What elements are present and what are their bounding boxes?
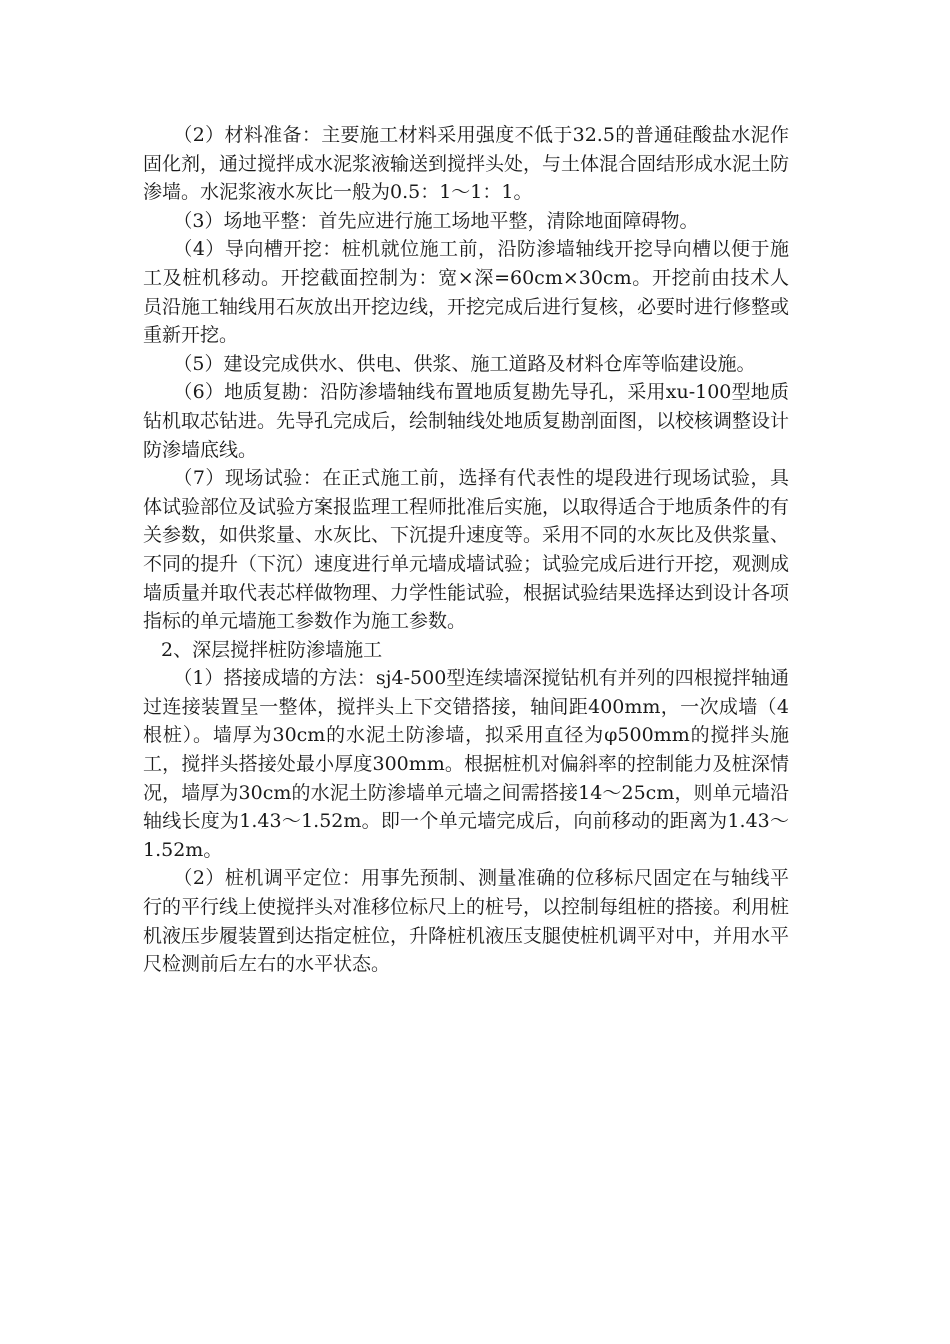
paragraph-pile-leveling: （2）桩机调平定位：用事先预制、测量准确的位移标尺固定在与轴线平行的平行线上使搅拌头对准移位标尺上的桩号，以控制每组桩的搭接。利用桩机液压步履装置到达指定桩位，升降桩机液压支腿使桩机调平对中，并用水平尺检测前后左右的水平状态。	[143, 867, 790, 976]
document-body	[143, 121, 789, 979]
paragraph-geological-survey: （6）地质复勘：沿防渗墙轴线布置地质复勘先导孔，采用xu-100型地质钻机取芯钻进。先导孔完成后，绘制轴线处地质复勘剖面图，以校核调整设计防渗墙底线。	[143, 381, 790, 461]
paragraph-guide-trench: （4）导向槽开挖：桩机就位施工前，沿防渗墙轴线开挖导向槽以便于施工及桩机移动。开挖截面控制为：宽×深=60cm×30cm。开挖前由技术人员沿施工轴线用石灰放出开挖边线，开挖完成后进行复核，必要时进行修整或重新开挖。	[143, 238, 790, 347]
paragraph-temporary-facilities: （5）建设完成供水、供电、供浆、施工道路及材料仓库等临建设施。	[173, 352, 756, 375]
paragraph-site-leveling: （3）场地平整：首先应进行施工场地平整，清除地面障碍物。	[173, 209, 699, 232]
section-heading: 2、深层搅拌桩防渗墙施工	[161, 638, 383, 661]
paragraph-field-test: （7）现场试验：在正式施工前，选择有代表性的堤段进行现场试验，具体试验部位及试验方案报监理工程师批准后实施，以取得适合于地质条件的有关参数，如供浆量、水灰比、下沉提升速度等。采用不同的水灰比及供浆量、不同的提升（下沉）速度进行单元墙成墙试验；试验完成后进行开挖，观测成墙质量并取代表芯样做物理、力学性能试验，根据试验结果选择达到设计各项指标的单元墙施工参数作为施工参数。	[143, 467, 790, 633]
paragraph-material-preparation: （2）材料准备：主要施工材料采用强度不低于32.5的普通硅酸盐水泥作固化剂，通过搅拌成水泥浆液输送到搅拌头处，与土体混合固结形成水泥土防渗墙。水泥浆液水灰比一般为0.5：1～1：1。	[143, 124, 790, 204]
paragraph-overlap-method: （1）搭接成墙的方法：sj4-500型连续墙深搅钻机有并列的四根搅拌轴通过连接装置呈一整体，搅拌头上下交错搭接，轴间距400mm，一次成墙（4根桩）。墙厚为30cm的水泥土防渗墙，拟采用直径为φ500mm的搅拌头施工，搅拌头搭接处最小厚度300mm。根据桩机对偏斜率的控制能力及桩深情况，墙厚为30cm的水泥土防渗墙单元墙之间需搭接14～25cm，则单元墙沿轴线长度为1.43～1.52m。即一个单元墙完成后，向前移动的距离为1.43～1.52m。	[143, 667, 789, 861]
